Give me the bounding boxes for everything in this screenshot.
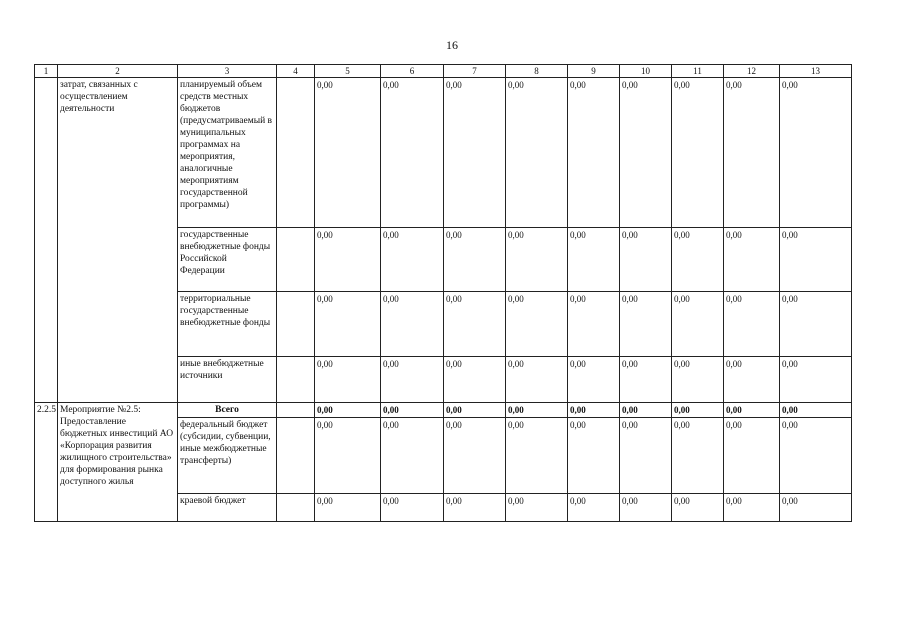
page-number: 16 bbox=[446, 38, 458, 52]
item-name-cell: затрат, связанных с осуществлением деятельности bbox=[58, 78, 178, 403]
value-cell: 0,00 bbox=[381, 228, 444, 292]
header-cell: 8 bbox=[506, 65, 568, 78]
header-cell: 13 bbox=[780, 65, 852, 78]
value-cell: 0,00 bbox=[724, 418, 780, 494]
value-cell: 0,00 bbox=[780, 292, 852, 357]
header-row bbox=[35, 65, 852, 78]
value-cell: 0,00 bbox=[568, 228, 620, 292]
empty-cell bbox=[277, 78, 315, 228]
value-cell: 0,00 bbox=[672, 292, 724, 357]
value-cell: 0,00 bbox=[444, 78, 506, 228]
funding-source-cell: государственные внебюджетные фонды Российской Федерации bbox=[178, 228, 277, 292]
table-row bbox=[35, 403, 852, 418]
header-cell: 4 bbox=[277, 65, 315, 78]
value-cell: 0,00 bbox=[724, 403, 780, 418]
value-cell: 0,00 bbox=[672, 403, 724, 418]
value-cell: 0,00 bbox=[506, 228, 568, 292]
header-cell: 5 bbox=[315, 65, 381, 78]
value-cell: 0,00 bbox=[620, 78, 672, 228]
value-cell: 0,00 bbox=[381, 78, 444, 228]
item-number-cell bbox=[35, 78, 58, 403]
value-cell: 0,00 bbox=[506, 357, 568, 403]
value-cell: 0,00 bbox=[381, 418, 444, 494]
header-cell: 7 bbox=[444, 65, 506, 78]
value-cell: 0,00 bbox=[620, 357, 672, 403]
value-cell: 0,00 bbox=[780, 403, 852, 418]
funding-source-cell: планируемый объем средств местных бюджетов (предусматриваемый в муниципальных программах на мероприятия, аналогичные мероприятиям государственной программы) bbox=[178, 78, 277, 228]
funding-source-cell: территориальные государственные внебюджетные фонды bbox=[178, 292, 277, 357]
value-cell: 0,00 bbox=[444, 494, 506, 522]
empty-cell bbox=[277, 494, 315, 522]
value-cell: 0,00 bbox=[506, 418, 568, 494]
value-cell: 0,00 bbox=[620, 403, 672, 418]
value-cell: 0,00 bbox=[315, 494, 381, 522]
value-cell: 0,00 bbox=[672, 418, 724, 494]
table-row bbox=[35, 78, 852, 228]
funding-source-cell: Всего bbox=[178, 403, 277, 418]
empty-cell bbox=[277, 292, 315, 357]
header-cell: 2 bbox=[58, 65, 178, 78]
value-cell: 0,00 bbox=[672, 78, 724, 228]
empty-cell bbox=[277, 357, 315, 403]
empty-cell bbox=[277, 418, 315, 494]
value-cell: 0,00 bbox=[672, 357, 724, 403]
value-cell: 0,00 bbox=[672, 228, 724, 292]
value-cell: 0,00 bbox=[724, 228, 780, 292]
header-cell: 9 bbox=[568, 65, 620, 78]
header-cell: 12 bbox=[724, 65, 780, 78]
header-cell: 11 bbox=[672, 65, 724, 78]
value-cell: 0,00 bbox=[568, 494, 620, 522]
value-cell: 0,00 bbox=[724, 292, 780, 357]
item-name-cell: Мероприятие №2.5: Предоставление бюджетных инвестиций АО «Корпорация развития жилищного строительства» для формирования рынка доступного жилья bbox=[58, 403, 178, 522]
value-cell: 0,00 bbox=[780, 418, 852, 494]
header-cell: 3 bbox=[178, 65, 277, 78]
value-cell: 0,00 bbox=[381, 403, 444, 418]
header-cell: 10 bbox=[620, 65, 672, 78]
value-cell: 0,00 bbox=[568, 357, 620, 403]
value-cell: 0,00 bbox=[780, 228, 852, 292]
funding-source-cell: федеральный бюджет (субсидии, субвенции, иные межбюджетные трансферты) bbox=[178, 418, 277, 494]
value-cell: 0,00 bbox=[381, 357, 444, 403]
value-cell: 0,00 bbox=[315, 292, 381, 357]
funding-source-cell: иные внебюджетные источники bbox=[178, 357, 277, 403]
budget-table bbox=[34, 64, 852, 522]
value-cell: 0,00 bbox=[724, 78, 780, 228]
value-cell: 0,00 bbox=[381, 292, 444, 357]
value-cell: 0,00 bbox=[506, 403, 568, 418]
value-cell: 0,00 bbox=[315, 228, 381, 292]
empty-cell bbox=[277, 228, 315, 292]
value-cell: 0,00 bbox=[724, 494, 780, 522]
value-cell: 0,00 bbox=[315, 78, 381, 228]
empty-cell bbox=[277, 403, 315, 418]
funding-source-cell: краевой бюджет bbox=[178, 494, 277, 522]
value-cell: 0,00 bbox=[620, 418, 672, 494]
value-cell: 0,00 bbox=[315, 403, 381, 418]
value-cell: 0,00 bbox=[315, 418, 381, 494]
value-cell: 0,00 bbox=[444, 292, 506, 357]
value-cell: 0,00 bbox=[620, 228, 672, 292]
value-cell: 0,00 bbox=[506, 78, 568, 228]
item-number-cell: 2.2.5 bbox=[35, 403, 58, 522]
value-cell: 0,00 bbox=[620, 292, 672, 357]
value-cell: 0,00 bbox=[444, 403, 506, 418]
value-cell: 0,00 bbox=[506, 292, 568, 357]
value-cell: 0,00 bbox=[568, 78, 620, 228]
value-cell: 0,00 bbox=[568, 292, 620, 357]
value-cell: 0,00 bbox=[724, 357, 780, 403]
value-cell: 0,00 bbox=[780, 78, 852, 228]
value-cell: 0,00 bbox=[444, 228, 506, 292]
value-cell: 0,00 bbox=[672, 494, 724, 522]
value-cell: 0,00 bbox=[506, 494, 568, 522]
value-cell: 0,00 bbox=[620, 494, 672, 522]
value-cell: 0,00 bbox=[315, 357, 381, 403]
value-cell: 0,00 bbox=[568, 418, 620, 494]
header-cell: 6 bbox=[381, 65, 444, 78]
value-cell: 0,00 bbox=[444, 418, 506, 494]
value-cell: 0,00 bbox=[381, 494, 444, 522]
header-cell: 1 bbox=[35, 65, 58, 78]
value-cell: 0,00 bbox=[780, 494, 852, 522]
value-cell: 0,00 bbox=[780, 357, 852, 403]
value-cell: 0,00 bbox=[568, 403, 620, 418]
value-cell: 0,00 bbox=[444, 357, 506, 403]
